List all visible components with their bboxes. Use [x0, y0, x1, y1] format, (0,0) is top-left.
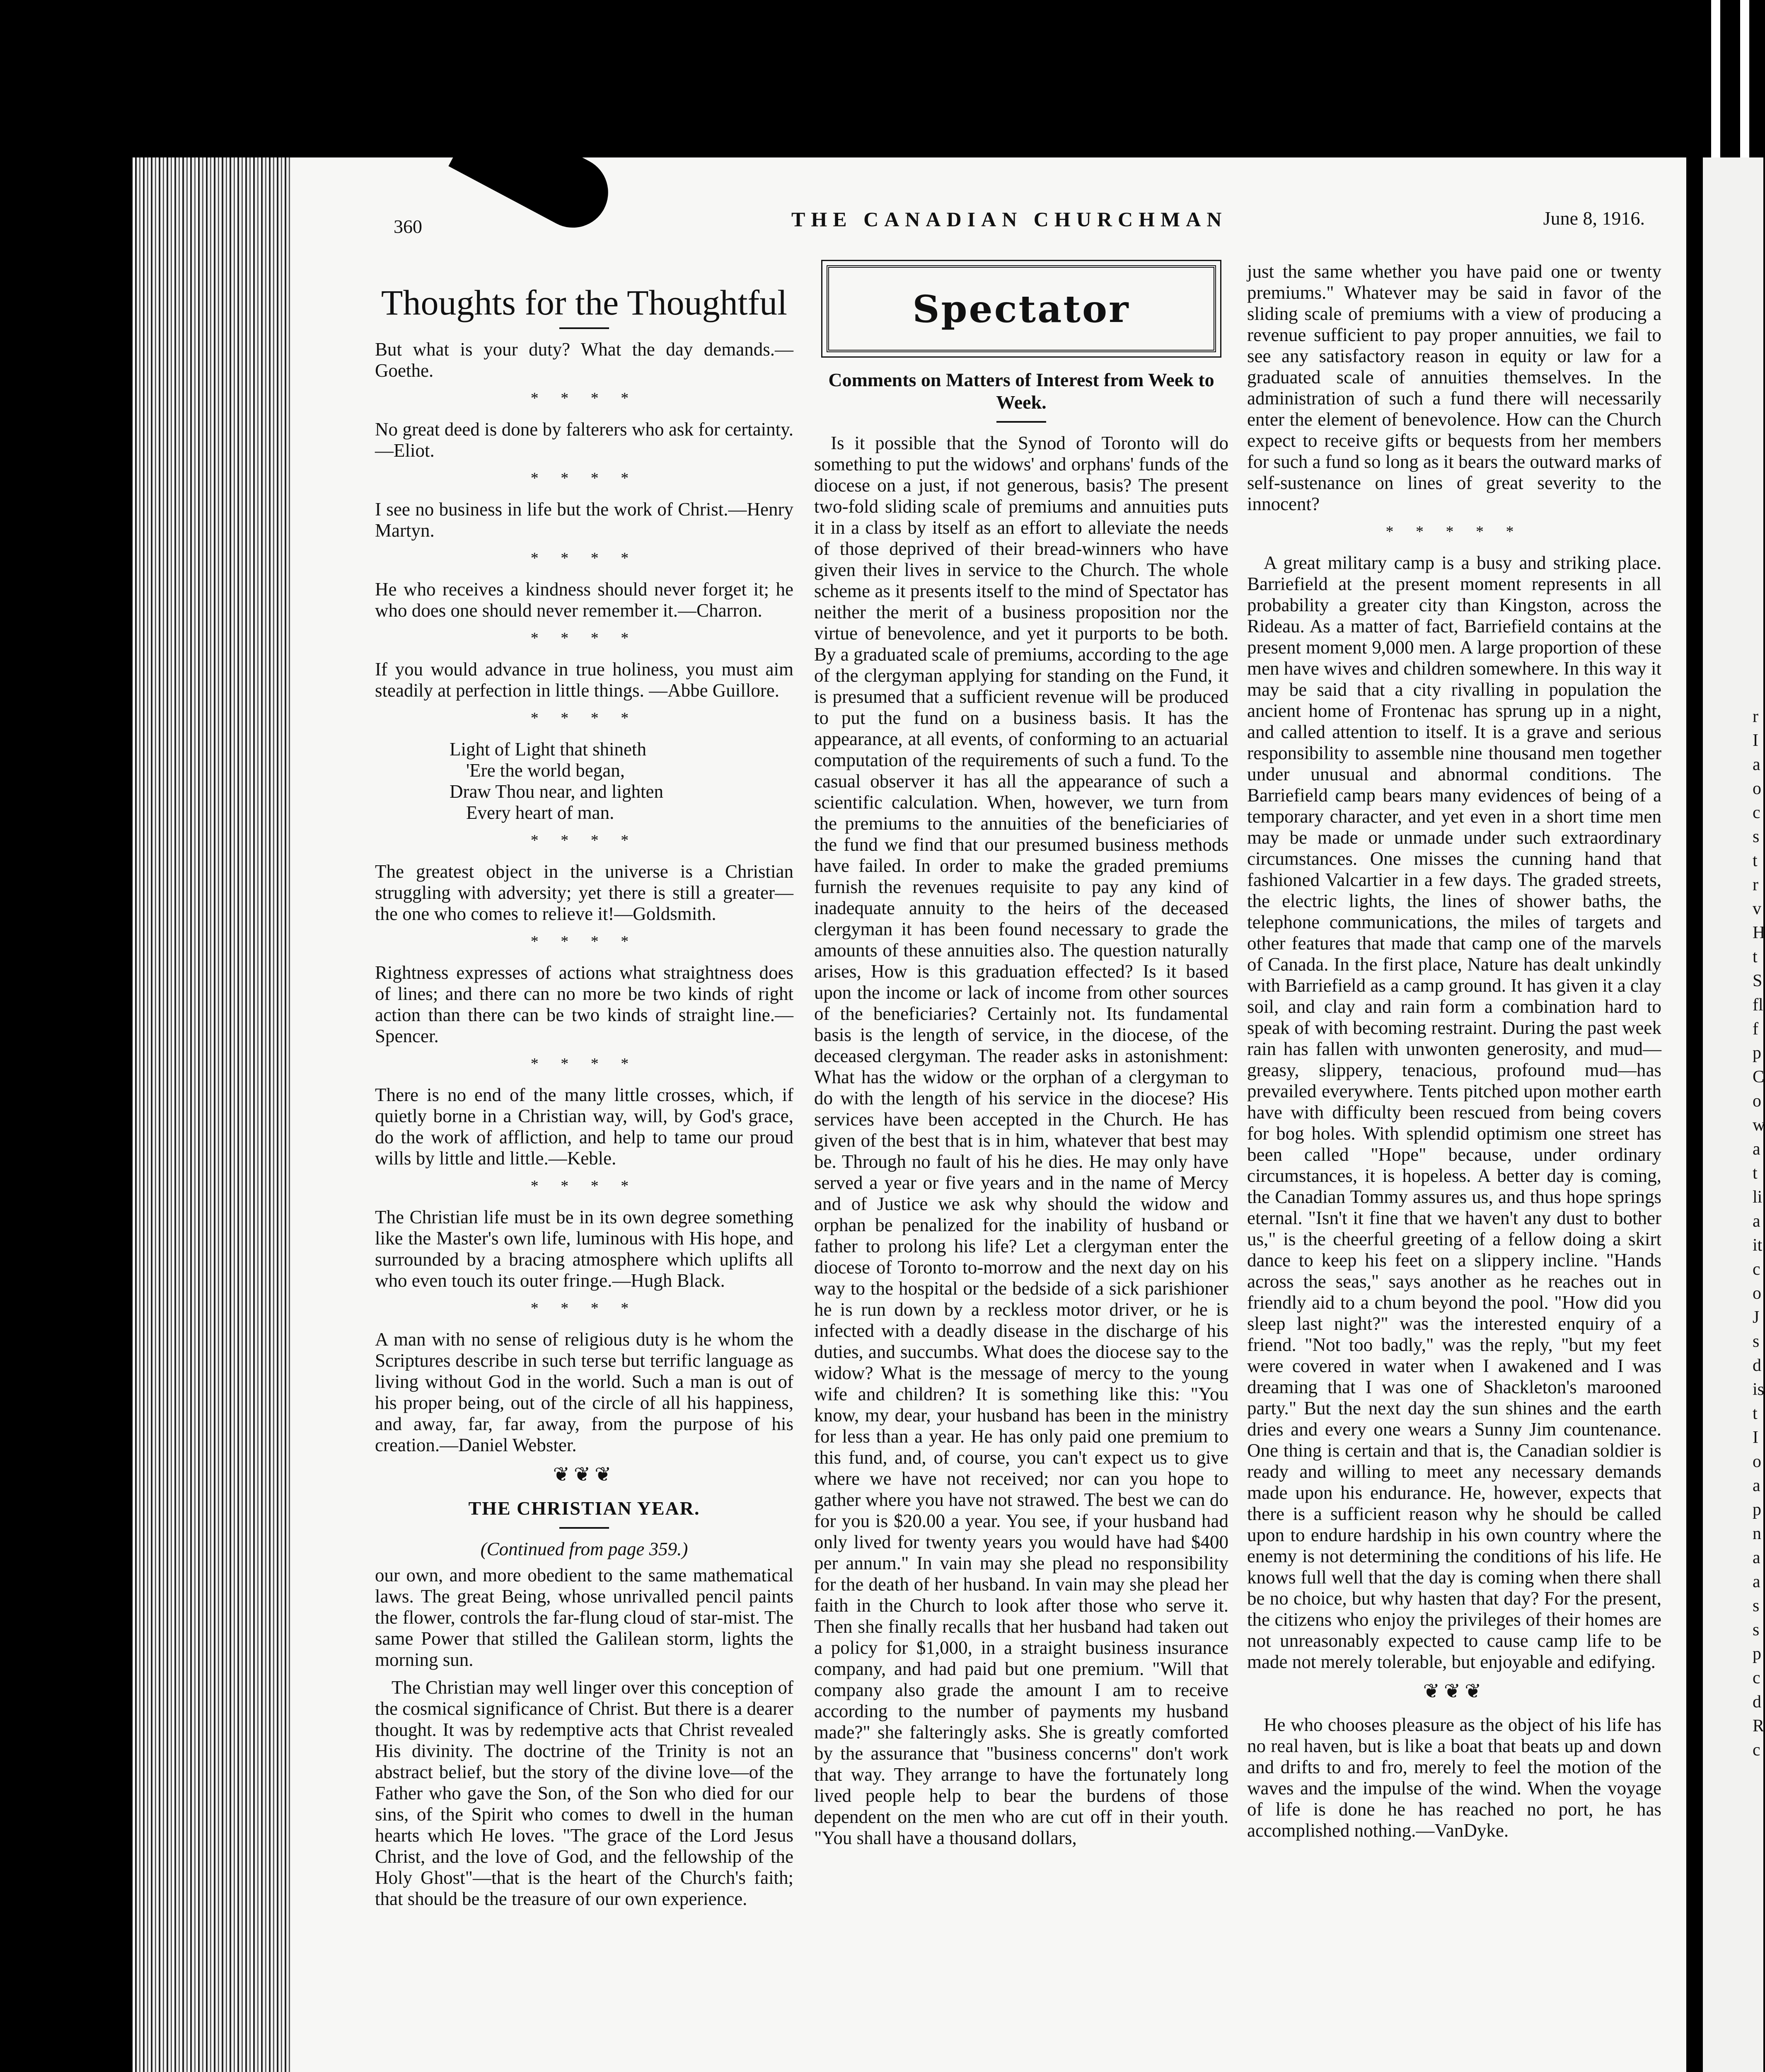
paragraph: A great military camp is a busy and striking place. Barriefield at the present moment represents in all probability a greater city than Kingston, across the Rideau. As a matter of fact, Barriefield contains at the present moment 9,000 men. A large proportion of these men have wives and children somewhere. In this way it may be said that a city rivalling in population the ancient home of Frontenac has sprung up in a night, and called attention to itself. It is a grave and serious responsibility to assemble nine thousand men together under unusual and abnormal conditions. The Barriefield camp bears many evidences of being of a temporary character, and yet even in a short time men may be made or unmade under such extraordinary circumstances. One misses the cunning hand that fashioned Valcartier in a few days. The graded streets, the electric lights, the lines of shower baths, the telephone communications, the miles of targets and other features that made that camp one of the marvels of Canada. In the first place, Nature has dealt unkindly with Barriefield as a camp ground. It has given it a clay soil, and clay and rain form a combination hard to speak of with becoming restraint. During the past week rain has fallen with unwonten generosity, and mud—greasy, slippery, tenacious, profound mud—has prevailed everywhere. Tents pitched upon mother earth have with difficulty been rescued from being covers for bog holes. With splendid optimism one street has been called "Hope" because, under ordinary circumstances, it is hopeless. A better day is coming, the Canadian Tommy assures us, and thus hope springs eternal. "Isn't it fine that we haven't any dust to bother us," is the cheerful greeting of a fellow doing a skirt dance to keep his feet on a slippery incline. "Hands across the seas," says another as he reaches out in friendly aid to a chum beyond the pool. "How did you sleep last night?" was the interested enquiry of a friend. "Not too badly," was the reply, "but my feet were covered in water when I awakened and I was dreaming that I was one of Shackleton's marooned party." But the next day the sun shines and the earth dries and every one wears a Sunny Jim countenance. One thing is certain and that is, the Canadian soldier is ready and willing to meet any necessary demands made upon his endurance. He, however, expects that there is a sufficient reason why he should be called upon to endure hardship in his own country where the enemy is not determining the conditions of his life. He knows full well that the day is coming when there shall be no choice, but why hasten that day? For the present, the citizens who enjoy the privileges of their homes are not unreasonably expected to cause camp life to be made not merely tolerable, but enjoyable and edifying.: [1247, 552, 1661, 1672]
quote: Rightness expresses of actions what straightness does of lines; and there can no more be two kinds of right action than there can be two kinds of straight line.—Spencer.: [375, 962, 793, 1046]
masthead: THE CANADIAN CHURCHMAN: [791, 208, 1228, 231]
christian-year-title: THE CHRISTIAN YEAR.: [468, 1498, 700, 1519]
poem: [375, 739, 793, 823]
column-1: [375, 282, 793, 1916]
title-rule: [559, 1527, 609, 1529]
separator: * * * * *: [1385, 523, 1523, 540]
quote: A man with no sense of religious duty is he whom the Scriptures describe in such terse but terrific language as living without God in the world. Such a man is out of his proper being, out of the circle of all his happiness, and away, far, far away, from the purpose of his creation.—Daniel Webster.: [375, 1329, 793, 1455]
paragraph: our own, and more obedient to the same mathematical laws. The great Being, whose unrivalled pencil paints the flower, controls the far-flung cloud of star-mist. The same Power that stilled the Galilean storm, lights the morning sun.: [375, 1565, 793, 1670]
scanner-stripe: [1711, 0, 1720, 157]
quote: There is no end of the many little crosses, which, if quietly borne in a Christian way, will, by God's grace, do the work of affliction, and help to tame our proud wills by little and little.—Keble.: [375, 1084, 793, 1169]
separator: * * * *: [530, 709, 638, 727]
closing-quote: He who chooses pleasure as the object of his life has no real haven, but is like a boat that beats up and down and drifts to and fro, merely to feel the motion of the waves and the impulse of the wind. When the voyage of life is done he has reached no port, he has accomplished nothing.—VanDyke.: [1247, 1714, 1661, 1841]
spectator-title: Spectator: [912, 287, 1130, 331]
separator: * * * *: [530, 1177, 638, 1195]
spectator-banner: [827, 265, 1216, 352]
title-rule: [559, 327, 609, 329]
quote: He who receives a kindness should never forget it; he who does one should never remember it.—Charron.: [375, 579, 793, 621]
title-rule: [996, 421, 1046, 423]
ornament: ❦❦❦: [1423, 1680, 1486, 1702]
column-2: [814, 265, 1228, 1855]
paragraph: The Christian may well linger over this conception of the cosmical significance of Christ. But there is a dearer thought. It was by redemptive acts that Christ revealed His divinity. The doctrine of the Trinity is not an abstract belief, but the story of the divine love—of the Father who gave the Son, of the Son who died for our sins, of the Spirit who comes to dwell in the human hearts which He loves. "The grace of the Lord Jesus Christ, and the love of God, and the fellowship of the Holy Ghost"—that is the heart of the Church's faith; that should be the treasure of our own experience.: [375, 1677, 793, 1909]
paragraph: Is it possible that the Synod of Toronto will do something to put the widows' and orphans' funds of the diocese on a just, if not generous, basis? The present two-fold sliding scale of premiums and annuities puts it in a class by itself as an effort to alleviate the needs of those deprived of their bread-winners who have given their lives in service to the Church. The whole scheme as it presents itself to the mind of Spectator has neither the merit of a business proposition nor the virtue of benevolence, and yet it purports to be both. By a graduated scale of premiums, according to the age of the clergyman applying for standing on the Fund, it is presumed that a sufficient revenue will be produced to put the fund on a business basis. It has the appearance, at all events, of conforming to an actuarial computation of the requirements of such a fund. To the casual observer it has all the appearance of such a scientific calculation. When, however, we turn from the premiums to the annuities of the beneficiaries of the fund we find that our presumed business methods have failed. In order to make the graded premiums furnish the revenues requisite to pay any kind of inadequate annuity to the heirs of the deceased clergyman it has been found necessary to grade the amounts of these annuities also. The question naturally arises, How is this graduation effected? Is it based upon the income or lack of income from other sources of the beneficiaries? Certainly not. Its fundamental basis is the length of service, in the diocese, of the deceased clergyman. The reader asks in astonishment: What has the widow or the orphan of a clergyman to do with the length of his service in the diocese? His services have been accepted in the Church. He has given of the best that is in him, whatever that best may be. Through no fault of his he dies. He may only have served a year or five years and in the name of Mercy and of Justice we ask why should the widow and orphan be penalized for the inability of husband or father to prolong his life? Let a clergyman enter the diocese of Toronto to-morrow and the next day on his way to the hospital or the bedside of a sick parishioner he is run down by a reckless motor driver, or he is infected with a deadly disease in the discharge of his duties, and succumbs. What does the diocese say to the widow? What is the message of mercy to the young wife and children? It is something like this: "You know, my dear, your husband has been in the ministry for less than a year. He has only paid one premium to this fund, and, of course, you can't expect us to give where we have not received; nor can you hope to gather where you have not strawed. The best we can do for you is $20.00 a year. You see, if your husband had only lived for twenty years you would have had $400 per annum." In vain may she plead no responsibility for the death of her husband. In vain may she plead her faith in the Church to look after those who serve it. Then she finally recalls that her husband had taken out a policy for $1,000, in a straight business insurance company, and had paid but one premium. "Will that company also grade the amount I am to receive according to the number of payments my husband made?" she falteringly asks. She is greatly comforted by the assurance that "business concerns" don't work that way. They arrange to have the fortunately long lived people help to bear the burdens of those dependent on the men who are cut off in their youth. "You shall have a thousand dollars,: [814, 433, 1228, 1848]
issue-date: June 8, 1916.: [1543, 208, 1645, 229]
facing-page-fragment: r I a o c s t r v H t S fl f p C o w a t li a it c o J s d is t I o a p n a a s s p c d R c: [1753, 707, 1765, 1760]
scanner-stripe: [1740, 0, 1749, 157]
quote: The Christian life must be in its own degree something like the Master's own life, luminous with His hope, and surrounded by a bracing atmosphere which uplifts all who even touch its outer fringe.—Hugh Black.: [375, 1207, 793, 1291]
continued-note: (Continued from page 359.): [480, 1539, 688, 1559]
ornament: ❦❦❦: [553, 1464, 616, 1486]
separator: * * * *: [530, 1055, 638, 1072]
separator: * * * *: [530, 549, 638, 567]
poem-line: Every heart of man.: [466, 802, 614, 823]
separator: * * * *: [530, 470, 638, 487]
thoughts-title: Thoughts for the Thoughtful: [381, 283, 788, 322]
facing-page: [1703, 157, 1763, 2072]
quote: The greatest object in the universe is a Christian struggling with adversity; yet there is still a greater—the one who comes to relieve it!—Goldsmith.: [375, 861, 793, 924]
quote: No great deed is done by falterers who ask for certainty.—Eliot.: [375, 419, 793, 461]
spectator-subtitle: Comments on Matters of Interest from Week to Week.: [828, 369, 1214, 413]
separator: * * * *: [530, 933, 638, 950]
poem-line: Light of Light that shineth: [450, 739, 646, 760]
separator: * * * *: [530, 629, 638, 647]
separator: * * * *: [530, 832, 638, 849]
poem-line: 'Ere the world began,: [466, 760, 625, 781]
book-page-edges: [133, 157, 307, 2072]
poem-line: Draw Thou near, and lighten: [450, 781, 663, 802]
separator: * * * *: [530, 1300, 638, 1317]
separator: * * * *: [530, 390, 638, 407]
page-number: 360: [394, 216, 422, 237]
column-3: [1247, 261, 1661, 1848]
quote: If you would advance in true holiness, you must aim steadily at perfection in little things. —Abbe Guillore.: [375, 659, 793, 701]
paragraph: just the same whether you have paid one or twenty premiums." Whatever may be said in favor of the sliding scale of premiums with a view of producing a revenue sufficient to pay proper annuities, we fail to see any satisfactory reason in equity or law for a graduated scale of annuities themselves. In the administration of such a fund there will necessarily enter the element of benevolence. How can the Church expect to receive gifts or bequests from her members for such a fund so long as it bears the outward marks of self-sustenance on lines of great severity to the innocent?: [1247, 261, 1661, 514]
page-header: [394, 207, 1645, 244]
quote: I see no business in life but the work of Christ.—Henry Martyn.: [375, 499, 793, 541]
quote: But what is your duty? What the day demands.—Goethe.: [375, 339, 793, 381]
